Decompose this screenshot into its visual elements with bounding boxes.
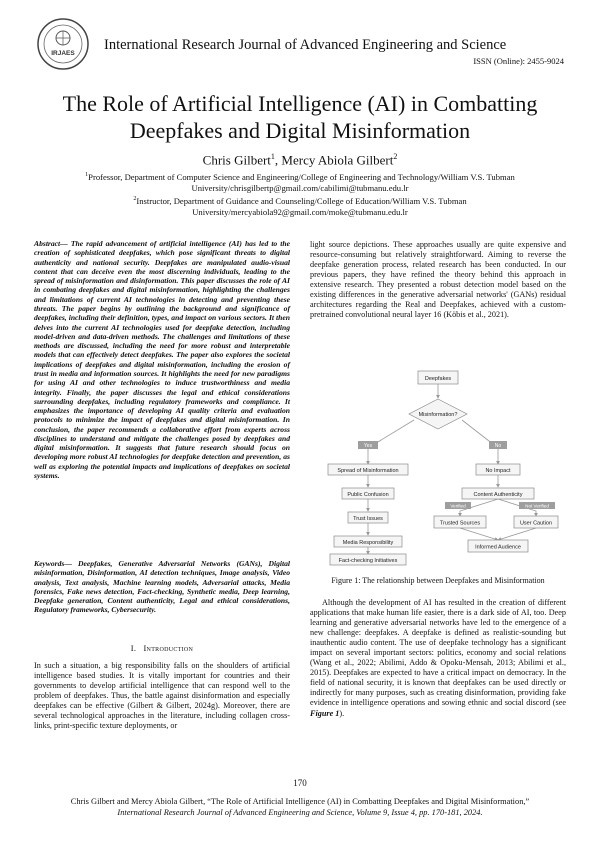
edge-caution-informed (498, 528, 536, 540)
keywords-label: Keywords— (34, 559, 72, 568)
page-number: 170 (293, 778, 307, 788)
node-fact-label: Fact-checking Initiatives (338, 558, 398, 564)
intro-paragraph (34, 661, 290, 731)
author-2: Mercy Abiola Gilbert (281, 152, 394, 168)
figure-caption: Figure 1: The relationship between Deepfakes and Misinformation (331, 576, 545, 585)
edge-not-verified-label: Not Verified (525, 503, 549, 509)
right-bottom-text: Although the development of AI has resulted in the creation of different applications that make human life easier, there is a dark side of AI, too. Deep learning and generative adversarial networks have led to the emergence of a new challenge: deepfakes. A deepfake is defined as realistic-sounding but inauthentic audio content. The use of deepfake technology has a significant impact on several important sectors: politics, economy and social relations (Wang et al., 2022; Abilimi, Addo & Opoku-Mensah, 2013; Abilimi et al., 2015). Deepfakes are expected to have a critical impact on democracy. In the field of national security, it is known that deepfakes can be used directly or indirectly for many purposes, such as creating disinformation, providing fake evidence in intelligence operations and sowing ethnic and social discord (see (310, 598, 566, 708)
logo-text: IRJAES (51, 50, 75, 57)
node-spread-label: Spread of Misinformation (337, 468, 399, 474)
affiliation-1-line-1: Professor, Department of Computer Science and Engineering/College of Engineering and Technology/William V.S. Tubman (88, 171, 515, 182)
affiliation-2-line-2: University/mercyabiola92@gmail.com/moke@tubmanu.edu.lr (192, 206, 408, 217)
paper-title (20, 90, 580, 144)
abstract-text: The rapid advancement of artificial intelligence (AI) has led to the creation of sophisticated deepfakes, which pose significant threats to digital authenticity and national security. Deepfakes are manipulated audio-visual content that can deceive even the most discerning individuals, leading to the spread of misinformation and disinformation. This paper discusses the role of AI in combating deepfakes and digital misinformation, highlighting the challenges and limitations of current AI technologies in detecting and preventing these threats. The paper begins by outlining the background and significance of deepfakes, including their definition, types, and impact on various sectors. It then delves into the current AI technologies used for deepfake detection, including model-driven and data-driven methods. The challenges and limitations of these methods are discussed, including the need for more robust and interpretable models that can effectively detect deepfakes. The paper also explores the societal implications of deepfakes and digital misinformation, including the erosion of trust in media and information sources. It highlights the need for new paradigms for using AI and other technologies to induce trustworthiness and media integrity. Finally, the paper discusses the legal and ethical considerations surrounding deepfakes, including regulatory frameworks and compliance. It emphasizes the importance of developing AI quality criteria and evaluation protocols to minimize the impact of deepfakes and digital misinformation. In conclusion, the paper recommends a collaborative effort from experts across disciplines to understand and mitigate the challenges posed by deepfakes and digital misinformation. It suggests that future research should focus on developing more robust AI technologies for deepfake detection and prevention, as well as exploring the potential impacts and implications of deepfakes on societal systems. (34, 239, 290, 481)
keywords-text: Deepfakes, Generative Adversarial Networks (GANs), Digital misinformation, Disinformation, AI detection techniques, Image analysis, Video analysis, Text analysis, Machine learning models, Adversarial attacks, Media forensics, Fake news detection, Fact-checking, Synthetic media, Deep learning, Deepfake generation, Content authenticity, Legal and ethical considerations, Regulatory frameworks, Cybersecurity. (34, 559, 290, 615)
author-separator: , (274, 152, 282, 168)
author-1-sup: 1 (270, 152, 275, 161)
title-line-1: The Role of Artificial Intelligence (AI) in Combatting (62, 91, 538, 116)
node-trust-label: Trust Issues (353, 516, 383, 522)
citation-line-1: Chris Gilbert and Mercy Abiola Gilbert, “The Role of Artificial Intelligence (AI) in Combatting Deepfakes and Digital Misinformation,” (70, 797, 530, 806)
node-deepfakes-label: Deepfakes (424, 376, 452, 382)
author-1: Chris Gilbert (202, 152, 271, 168)
right-column-top (310, 240, 566, 320)
abstract (34, 239, 290, 480)
node-informed-label: Informed Audience (475, 544, 521, 551)
edge-trusted-informed (460, 528, 498, 540)
affiliation-1: $^1$Professor, Department of Computer Science and Engineering/College of Engineering and Technology/William V.S. Tubman University/chrisgilbertp@gmail.com/cabilimi@tubmanu.edu.lr (20, 170, 580, 194)
title-line-2: Deepfakes and Digital Misinformation (129, 118, 471, 143)
keywords (34, 559, 290, 615)
right-column-bottom (310, 598, 566, 719)
issn: ISSN (Online): 2455-9024 (473, 56, 564, 66)
journal-logo (36, 17, 90, 71)
citation (24, 797, 576, 818)
section-numeral: I. (130, 644, 137, 653)
node-content-label: Content Authenticity (473, 492, 523, 498)
node-media-label: Media Responsibility (342, 540, 394, 546)
affiliation-1-line-2: University/chrisgilbertp@gmail.com/cabilimi@tubmanu.edu.lr (191, 182, 409, 193)
right-top-text: light source depictions. These approaches usually are quite expensive and resource-consuming but relatively straightforward. Aiming to reverse the deepfake generation process, related research has been conducted. In our previous papers, they have refined the theory behind this approach in extensive research. They presented a robust detection model based on the existing differences in the generative adversarial networks' (GANs) residual architectures regarding the Real and Deepfakes, achieved with a custom-pretrained convolutional neural layer 16 (Köbis et al., 2021). (310, 240, 566, 320)
section-title: Introduction (143, 644, 194, 653)
authors (20, 152, 580, 168)
author-2-sup: 2 (393, 152, 398, 161)
edge-verified-label: Verified (450, 503, 466, 509)
edge-no-label: No (494, 443, 502, 449)
edge-yes-label: Yes (363, 443, 373, 449)
intro-text: In such a situation, a big responsibility falls on the shoulders of artificial intelligence based studies. It is vitally important for countries and their governments to develop artificial intelligence that can respond well to the problem of deepfakes. Thus, the battle against disinformation and especially deepfakes can be effective (Gilbert & Gilbert, 2024g). Moreover, there are several technological approaches in the literature, including collagen cross-links, print-specific texture deployments, or (34, 661, 290, 731)
journal-name: International Research Journal of Advanced Engineering and Science (104, 37, 507, 53)
node-caution-label: User Caution (519, 520, 553, 527)
section-heading (34, 644, 290, 653)
affiliation-2: $^2$Instructor, Department of Guidance and Counseling/College of Education/William V.S. Tubman University/mercyabiola92@gmail.com/moke@tubmanu.edu.lr (20, 194, 580, 218)
citation-line-2: International Research Journal of Advanced Engineering and Science, Volume 9, Issue 4, pp. 170-181, 2024. (117, 807, 483, 817)
abstract-label: Abstract— (34, 239, 68, 248)
affiliation-2-line-1: Instructor, Department of Guidance and Counseling/College of Education/William V.S. Tubman (136, 195, 467, 206)
figure-reference: Figure 1 (310, 708, 340, 718)
node-decision-label: Misinformation? (418, 412, 458, 418)
right-bottom-text-end: ). (339, 708, 345, 718)
node-noimpact-label: No Impact (485, 468, 511, 474)
figure-1-flowchart (312, 368, 564, 566)
node-public-label: Public Confusion (347, 492, 389, 498)
node-trusted-label: Trusted Sources (439, 520, 481, 527)
